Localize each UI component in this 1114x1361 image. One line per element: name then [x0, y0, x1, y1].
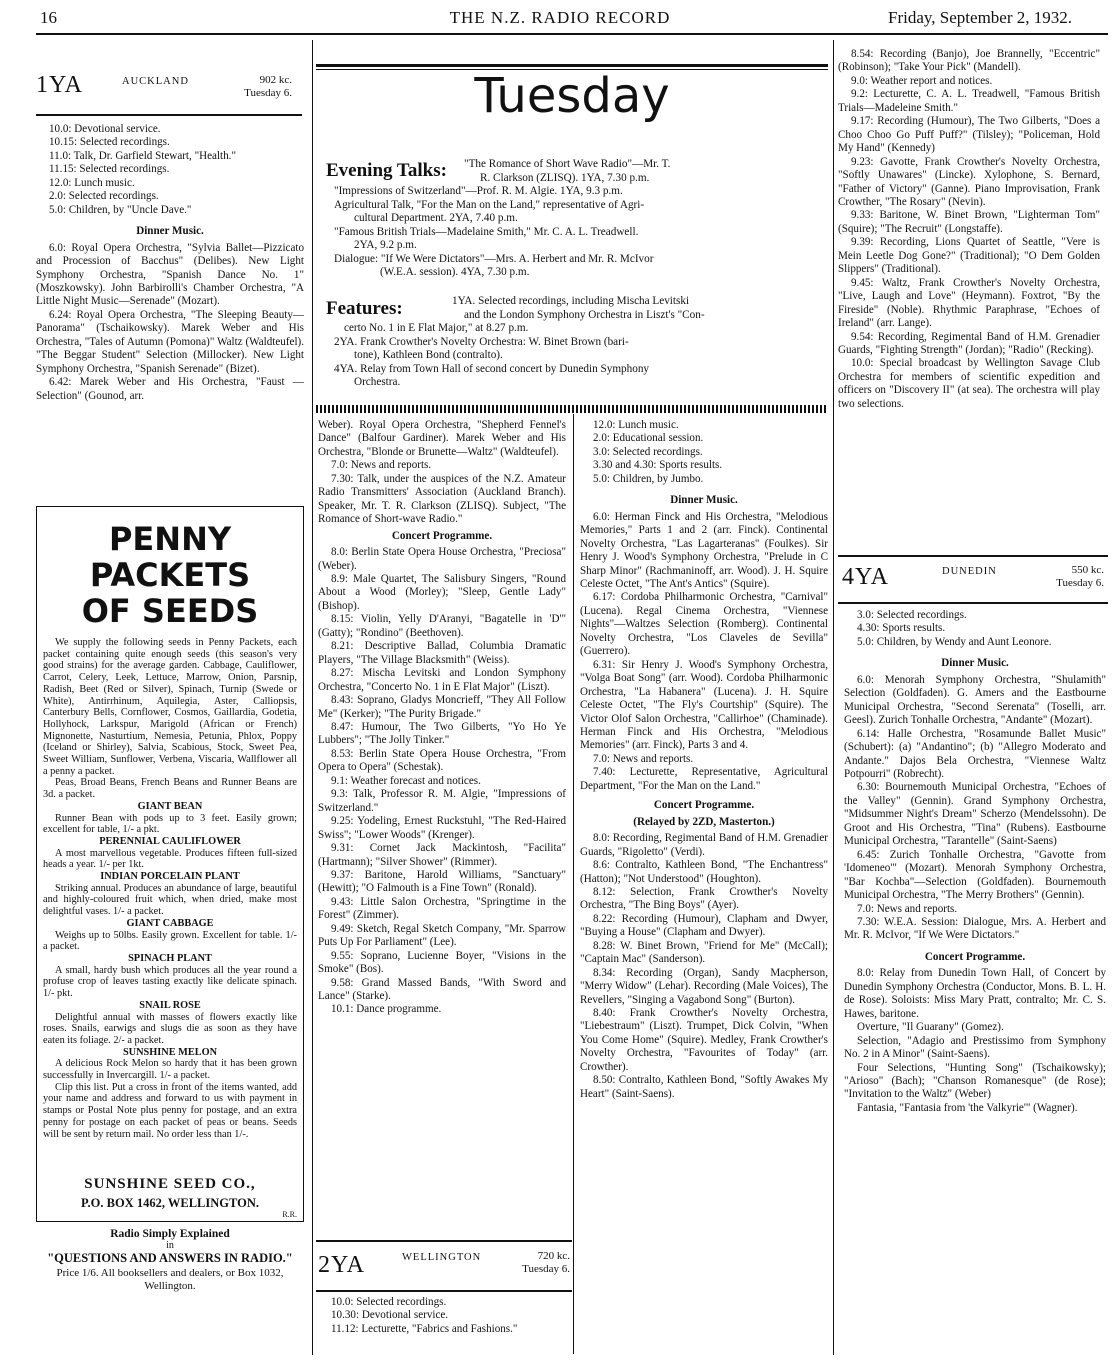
ad-headline: PENNY PACKETS — [89, 520, 251, 594]
divider — [838, 602, 1108, 604]
programme-item: 8.0: Berlin State Opera House Orchestra, "Preciosa" (Weber). — [318, 546, 566, 572]
programme-item: 8.6: Contralto, Kathleen Bond, "The Enchantress" (Hatton); "Not Understood" (Houghton). — [580, 859, 828, 885]
station-city: WELLINGTON — [402, 1252, 482, 1263]
ad-company: SUNSHINE SEED CO., — [84, 1176, 256, 1192]
programme-item: 2.0: Selected recordings. — [49, 190, 159, 203]
book-ad-line: Radio Simply Explained — [110, 1228, 230, 1240]
programme-item: Four Selections, "Hunting Song" (Tschaikowsky); "Arioso" (Bach); "Chanson Romanesque" (de Rose); "Invitation to the Waltz" (Weber) — [844, 1061, 1106, 1101]
programme-item: 6.45: Zurich Tonhalle Orchestra, "Gavotte from 'Idomeneo'" (Mozart). Menorah Symphony Orchestra, "Bar Kochba"—Selection (Goldfaden). Bournemouth Municipal Orchestra, "The Merry Brothers" (Gennin). — [844, 848, 1106, 902]
programme-item: 9.0: Weather report and notices. — [851, 74, 993, 87]
programme-item: 6.0: Herman Finck and His Orchestra, "Melodious Memories," Parts 1 and 2 (arr. Finck). Continental Novelty Orchestra, "Las Lagarteranas" (Foulkes). Sir Henry J. Wood's Symphony Orchestra, "Prelude in C Sharp Minor" (Rachmaninoff, arr. Wood). J. H. Squire Celeste Octet, "The Ant's Antics" (Squire). — [580, 510, 828, 590]
programme-item: 9.54: Recording, Regimental Band of H.M. Grenadier Guards, "Fighting Strength" (Jordan); "Radio" (Recking). — [838, 330, 1100, 356]
programme-item: 9.3: Talk, Professor R. M. Algie, "Impressions of Switzerland." — [318, 788, 566, 814]
divider — [36, 114, 302, 116]
book-ad-line: in — [166, 1240, 174, 1251]
day-headline: Tuesday — [474, 68, 670, 124]
broadcast-day: Tuesday 6. — [244, 87, 292, 99]
programme-item: 7.30: W.E.A. Session: Dialogue, Mrs. A. Herbert and Mr. R. McIvor, "If We Were Dictators." — [844, 915, 1106, 942]
programme-item: Fantasia, "Fantasia from 'the Valkyrie'" (Wagner). — [857, 1101, 1078, 1114]
feature-line: Orchestra. — [354, 376, 401, 388]
station-frequency — [522, 1250, 570, 1276]
station-city: AUCKLAND — [122, 76, 189, 87]
ad-body — [37, 629, 303, 1140]
programme-item: 8.43: Soprano, Gladys Moncrieff, "They All Follow Me" (Kerker); "The Purity Brigade." — [318, 694, 566, 720]
programme-item: 8.9: Male Quartet, The Salisbury Singers, "Round About a Wood (Morley); "Sleep, Gentle Lady" (Bishop). — [318, 572, 566, 612]
talk-line: (W.E.A. session). 4YA, 7.30 p.m. — [380, 266, 530, 278]
programme-item: 8.15: Violin, Yelly D'Aranyi, "Bagatelle in 'D'" (Gatty); "Rondino" (Beethoven). — [318, 613, 566, 639]
programme-item: 9.17: Recording (Humour), The Two Gilberts, "Does a Choo Choo Go Puff Puff?" (Tilsley); "Policeman, Hold My Hand" (Kennedy) — [838, 115, 1100, 155]
ad-initials: R.R. — [282, 1210, 297, 1219]
masthead: THE N.Z. RADIO RECORD — [449, 8, 671, 27]
ad-intro: We supply the following seeds in Penny Packets, each packet containing quite enough seeds (this season's very good strains) for the average garden. Cabbage, Cauliflower, Carrot, Celery, Leek, Lettuce, Marrow, Onion, Parsnip, Radish, Beet (Red or Silver), Spinach, Turnip (Swede or White), Antirrhinum, Aquilegia, Aster, Calliopsis, Canterbury Bells, Cornflower, Cosmos, Gaillardia, Godetia, Hollyhock, Larkspur, Marigold (African or French) Mignonette, Nasturtium, Nemesia, Petunia, Phlox, Poppy (Iceland or Shirley), Salvia, Scabious, Stock, Sweet Pea, Sweet William, Sunflower, Verbena, Viscaria, Wallflower all a penny a packet. — [43, 637, 297, 777]
programme-2ya-continued — [580, 419, 828, 1101]
programme-item: 5.0: Children, by "Uncle Dave." — [49, 203, 192, 216]
item-name: INDIAN PORCELAIN PLANT — [100, 871, 240, 883]
programme-item: 8.28: W. Binet Brown, "Friend for Me" (McCall); "Captain Mac" (Sanderson). — [580, 939, 828, 966]
programme-item: 12.0: Lunch music. — [593, 419, 679, 431]
programme-item: 10.30: Devotional service. — [331, 1309, 449, 1322]
book-ad-price: Price 1/6. All booksellers and dealers, or Box 1032, Wellington. — [56, 1267, 284, 1292]
programme-item: 8.0: Recording, Regimental Band of H.M. Grenadier Guards, "Rigoletto" (Verdi). — [580, 832, 828, 858]
programme-item: 6.14: Halle Orchestra, "Rosamunde Ballet Music" (Schubert): (a) "Andantino"; (b) "Allegro Moderato and Andante." Dajos Bela Orchestra, "Viennese Waltz Potpourri" (Robrecht). — [844, 727, 1106, 780]
programme-item: 4.30: Sports results. — [857, 622, 946, 635]
ad-headline-2: OF SEEDS — [81, 592, 259, 630]
frequency: 902 kc. — [259, 74, 292, 86]
section-heading: Concert Programme. — [653, 799, 755, 812]
ad-address: P.O. BOX 1462, WELLINGTON. — [81, 1196, 259, 1210]
issue-date: Friday, September 2, 1932. — [888, 8, 1072, 27]
item-name: PERENNIAL CAULIFLOWER — [99, 835, 241, 847]
programme-item: 6.42: Marek Weber and His Orchestra, "Faust — Selection" (Gounod, arr. — [36, 376, 304, 402]
station-city: DUNEDIN — [942, 566, 997, 577]
divider — [316, 1240, 572, 1242]
book-ad-title: "QUESTIONS AND ANSWERS IN RADIO." — [47, 1251, 293, 1265]
programme-item: 12.0: Lunch music. — [49, 176, 135, 189]
broadcast-day: Tuesday 6. — [1056, 577, 1104, 589]
programme-item: 8.22: Recording (Humour), Clapham and Dwyer, "Buying a House" (Clapham and Dwyer). — [580, 912, 828, 939]
item-desc: A small, hardy bush which produces all the year round a profuse crop of leaves tasting exactly like delicate spinach. 1/- pkt. — [43, 964, 297, 1000]
station-header-1ya — [36, 66, 296, 118]
programme-item: 9.37: Baritone, Harold Williams, "Sanctuary" (Hewitt); "O Falmouth is a Fine Town" (Ronald). — [318, 868, 566, 895]
talk-line: "Famous British Trials—Madelaine Smith," Mr. C. A. L. Treadwell. — [334, 225, 639, 238]
evening-talks-label: Evening Talks: — [326, 160, 447, 181]
programme-item: 11.12: Lecturette, "Fabrics and Fashions." — [331, 1322, 518, 1335]
frequency: 720 kc. — [537, 1250, 570, 1262]
station-call: 4YA — [842, 564, 890, 590]
item-desc: Delightful annual with masses of flowers exactly like roses. Snails, earwigs and slugs die as soon as they have eaten its foliage. 2/- a packet. — [43, 1011, 297, 1046]
page-number: 16 — [40, 8, 57, 27]
programme-1ya-continued — [318, 419, 566, 1017]
item-name: GIANT BEAN — [137, 800, 203, 812]
programme-item: 9.1: Weather forecast and notices. — [331, 774, 481, 787]
programme-item: 5.0: Children, by Wendy and Aunt Leonore. — [857, 635, 1052, 648]
programme-item: 11.15: Selected recordings. — [49, 163, 170, 176]
programme-item: 8.40: Frank Crowther's Novelty Orchestra, "Liebestraum" (Liszt). Trumpet, Dick Colvin, "When You Come Home" (Squire). Medley, Frank Crowther's Novelty Orchestra, "Favourites of Today" (arr. Crowther). — [580, 1007, 828, 1073]
programme-4ya — [844, 609, 1106, 1115]
talk-line: Dialogue: "If We Were Dictators"—Mrs. A. Herbert and Mr. R. McIvor — [334, 252, 654, 265]
station-frequency — [244, 74, 292, 100]
programme-1ya — [36, 123, 304, 403]
programme-item: 2.0: Educational session. — [593, 432, 704, 445]
programme-item: 8.54: Recording (Banjo), Joe Brannelly, "Eccentric" (Robinson); "Take Your Pick" (Mandell). — [838, 48, 1100, 74]
programme-item: 6.30: Bournemouth Municipal Orchestra, "Echoes of the Valley" (Gennin). Grand Symphony Orchestra, "Midsummer Night's Dream" Scherzo (Mendelssohn). De Groot and His Orchestra, "Tina" (Rubens). Eastbourne Municipal Orchestra, "Tarantelle" (Saint-Saens) — [844, 781, 1106, 848]
column-rule — [573, 414, 574, 1354]
evening-talks — [334, 158, 818, 280]
talk-line: 2YA, 9.2 p.m. — [354, 239, 417, 251]
item-name: SUNSHINE MELON — [122, 1046, 218, 1058]
station-call: 2YA — [318, 1252, 366, 1278]
station-frequency — [1056, 564, 1104, 590]
programme-item: 9.31: Cornet Jack Mackintosh, "Facilita" (Hartmann); "Silver Shower" (Rimmer). — [318, 842, 566, 868]
divider — [316, 1290, 572, 1292]
section-heading: Dinner Music. — [136, 225, 204, 238]
talk-line: "The Romance of Short Wave Radio"—Mr. T. — [464, 158, 671, 170]
features — [334, 295, 818, 390]
programme-item: 9.33: Baritone, W. Binet Brown, "Lighterman Tom" (Squire); "The Recruit" (Longstaffe). — [838, 209, 1100, 235]
feature-line: certo No. 1 in E Flat Major," at 8.27 p.m. — [344, 322, 529, 334]
item-name: GIANT CABBAGE — [126, 917, 214, 929]
programme-item: 10.0: Selected recordings. — [331, 1296, 447, 1308]
programme-item: 3.0: Selected recordings. — [857, 609, 967, 621]
section-heading: Dinner Music. — [670, 494, 738, 507]
programme-item: 9.55: Soprano, Lucienne Boyer, "Visions in the Smoke" (Bos). — [318, 949, 566, 976]
book-advertisement — [36, 1228, 304, 1293]
programme-item: 3.30 and 4.30: Sports results. — [593, 459, 723, 472]
masthead-rule — [36, 33, 1108, 35]
feature-line: 2YA. Frank Crowther's Novelty Orchestra: W. Binet Brown (bari- — [334, 335, 629, 348]
programme-item: 3.0: Selected recordings. — [593, 445, 703, 458]
programme-item: 7.0: News and reports. — [593, 752, 694, 765]
column-rule — [312, 40, 313, 1355]
programme-2ya — [318, 1296, 566, 1336]
programme-item: 9.43: Little Salon Orchestra, "Springtime in the Forest" (Zimmer). — [318, 895, 566, 922]
talk-line: cultural Department. 2YA, 7.40 p.m. — [354, 212, 518, 224]
feature-line: tone), Kathleen Bond (contralto). — [354, 349, 503, 361]
programme-item: 9.23: Gavotte, Frank Crowther's Novelty Orchestra, "Softly Unawares" (Lincke). Xylophone, S. Bernard, "Father of Victory" (Ganne). Piano Improvisation, Frank Crowther, "The Rosary" (Nevin). — [838, 155, 1100, 208]
programme-item: 9.49: Sketch, Regal Sketch Company, "Mr. Sparrow Puts Up For Parliament" (Lee). — [318, 922, 566, 949]
programme-item: 7.40: Lecturette, Representative, Agricultural Department, "For the Man on the Land." — [580, 766, 828, 792]
programme-item: Selection, "Adagio and Prestissimo from Symphony No. 2 in A Minor" (Saint-Saens). — [844, 1034, 1106, 1061]
programme-item: 10.1: Dance programme. — [331, 1003, 442, 1016]
programme-item: 9.45: Waltz, Frank Crowther's Novelty Orchestra, "Live, Laugh and Love" (Heymann). Foxtrot, "By the Fireside" (Noble). Rhythmic Paraphrase, "Echoes of Ireland" (arr. Lange). — [838, 276, 1100, 330]
ad-clip-instructions: Clip this list. Put a cross in front of the items wanted, add your name and address and forward to us with payment in stamps or Postal Note plus penny for postage, and an extra penny for postage on each packet of peas or beans. Seeds will be sent by return mail. No order less than 1/-. — [43, 1081, 297, 1140]
item-name: SNAIL ROSE — [139, 999, 201, 1011]
programme-item: 7.0: News and reports. — [331, 459, 432, 472]
programme-item: 9.39: Recording, Lions Quartet of Seattle, "Vere is Mein Leetle Dog Gone?" (Traditional); "O Dem Golden Slippers" (Traditional). — [838, 236, 1100, 276]
programme-item: 7.0: News and reports. — [857, 902, 958, 915]
talk-line: Agricultural Talk, "For the Man on the Land," representative of Agri- — [334, 198, 645, 211]
feature-bottom-rule — [316, 405, 828, 413]
programme-item: 6.0: Royal Opera Orchestra, "Sylvia Ballet—Pizzicato and Procession of Bacchus" (Delibes). New Light Symphony Orchestra, "Spanish Dance No. 1" (Moszkowsky). John Barbirolli's Chamber Orchestra, "A Little Night Music—Serenade" (Mozart). — [36, 241, 304, 308]
section-heading: Concert Programme. — [391, 529, 493, 542]
programme-2ya-late — [838, 48, 1100, 411]
programme-item: 9.58: Grand Massed Bands, "With Sword and Lance" (Starke). — [318, 976, 566, 1003]
programme-item: 8.34: Recording (Organ), Sandy Macpherson, "Merry Widow" (Lehar). Recording (Male Voices), The Revellers, "Singing a Vagabond Song" (Burton). — [580, 966, 828, 1006]
programme-item: 6.0: Menorah Symphony Orchestra, "Shulamith" Selection (Goldfaden). G. Amers and the Eastbourne Municipal Orchestra, "Second Serenata" (Toselli, arr. Geesl). Zurich Tonhalle Orchestra, "Andante" (Mozart). — [844, 673, 1106, 727]
programme-item: Overture, "Il Guarany" (Gomez). — [857, 1021, 1004, 1034]
programme-item: 10.15: Selected recordings. — [49, 136, 170, 149]
section-heading: Concert Programme. — [924, 950, 1026, 963]
programme-item: 10.0: Devotional service. — [49, 123, 161, 135]
divider — [838, 555, 1108, 557]
feature-line: 4YA. Relay from Town Hall of second concert by Dunedin Symphony — [334, 362, 650, 375]
programme-item: 8.21: Descriptive Ballad, Columbia Dramatic Players, "The Village Blacksmith" (Weiss). — [318, 640, 566, 666]
features-label: Features: — [326, 298, 403, 319]
programme-item: 6.17: Cordoba Philharmonic Orchestra, "Carnival" (Lucena). Regal Cinema Orchestra, "Viennese Nights"—Waltzes Selection (Romberg). Continental Novelty Orchestra, "Los Claveles de Sevilla" (Guerrero). — [580, 591, 828, 658]
programme-item: 8.27: Mischa Levitski and London Symphony Orchestra, "Concerto No. 1 in E Flat Major" (Liszt). — [318, 667, 566, 693]
programme-item: 7.30: Talk, under the auspices of the N.Z. Amateur Radio Transmitters' Association (Auckland Branch). Speaker, Mr. T. R. Clarkson (ZLISQ). Subject, "The Romance of Short-wave Radio." — [318, 472, 566, 526]
programme-item: 8.50: Contralto, Kathleen Bond, "Softly Awakes My Heart" (Saint-Saens). — [580, 1074, 828, 1100]
column-rule — [833, 40, 834, 1355]
programme-item: 8.53: Berlin State Opera House Orchestra, "From Opera to Opera" (Schestak). — [318, 747, 566, 774]
programme-item: 8.12: Selection, Frank Crowther's Novelty Orchestra, "The Bing Boys" (Ayer). — [580, 885, 828, 912]
programme-item: 9.2: Lecturette, C. A. L. Treadwell, "Famous British Trials—Madeleine Smith." — [838, 88, 1100, 114]
programme-item: 8.47: Humour, The Two Gilberts, "Yo Ho Ye Lubbers"; "The Jolly Tinker." — [318, 720, 566, 747]
relay-note: (Relayed by 2ZD, Masterton.) — [633, 815, 775, 828]
programme-item: Weber). Royal Opera Orchestra, "Shepherd Fennel's Dance" (Balfour Gardiner). Marek Weber and His Orchestra, "Blonde or Brunette—Waltz" (Waldteufel). — [318, 419, 566, 458]
station-call: 1YA — [36, 72, 84, 98]
broadcast-day: Tuesday 6. — [522, 1263, 570, 1275]
item-desc: A delicious Rock Melon so hardy that it has been grown successfully in Invercargill. 1/- a packet. — [43, 1058, 297, 1082]
programme-item: 9.25: Yodeling, Ernest Ruckstuhl, "The Red-Haired Swiss"; "Lower Woods" (Krenger). — [318, 815, 566, 841]
section-heading: Dinner Music. — [941, 657, 1009, 670]
item-desc: Runner Bean with pods up to 3 feet. Easily grown; excellent for table, 1/- a pkt. — [43, 812, 297, 836]
item-desc: Striking annual. Produces an abundance of large, beautiful and highly-coloured fruit which, when dried, make most delightful vases. 1/- a packet. — [43, 882, 297, 918]
programme-item: 6.31: Sir Henry J. Wood's Symphony Orchestra, "Volga Boat Song" (arr. Wood). Cordoba Philharmonic Orchestra, "La Habanera" (Lucena). J. H. Squire Celeste Octet, "The Fly's Courtship" (Squire). The Victor Olof Salon Orchestra, "Callirhoe" (Chaminade). Herman Finck and His Orchestra, "Melodious Memories" (arr. Finck), Parts 3 and 4. — [580, 658, 828, 752]
talk-line: R. Clarkson (ZLISQ). 1YA, 7.30 p.m. — [480, 171, 650, 184]
ad-beans: Peas, Broad Beans, French Beans and Runner Beans are 3d. a packet. — [43, 777, 297, 801]
programme-item: 5.0: Children, by Jumbo. — [593, 472, 704, 485]
item-name: SPINACH PLANT — [128, 952, 212, 964]
seed-advertisement — [36, 506, 304, 1222]
programme-item: 11.0: Talk, Dr. Garfield Stewart, "Health." — [49, 149, 236, 162]
frequency: 550 kc. — [1071, 564, 1104, 576]
item-desc: A most marvellous vegetable. Produces fifteen full-sized heads a year. 1/- per 1kt. — [43, 847, 297, 871]
station-header-4ya — [838, 560, 1108, 604]
feature-line: and the London Symphony Orchestra in Liszt's "Con- — [464, 308, 705, 321]
feature-line: 1YA. Selected recordings, including Mischa Levitski — [452, 295, 690, 307]
item-desc: Weighs up to 50lbs. Easily grown. Excellent for table. 1/- a packet. — [43, 929, 297, 953]
station-header-2ya — [316, 1246, 572, 1294]
programme-item: 6.24: Royal Opera Orchestra, "The Sleeping Beauty—Panorama" (Tschaikowsky). Marek Weber and His Orchestra, "Tales of Autumn (Pomona)" Waltz (Waldteufel). "The Beggar Student" Selection (Millocker). New Light Symphony Orchestra, "Spanish Serenade" (Bizet). — [36, 308, 304, 375]
programme-item: 8.0: Relay from Dunedin Town Hall, of Concert by Dunedin Symphony Orchestra (Conductor, Mons. B. L. H. de Rose). Soloists: Miss Mary Pratt, contralto; Mr. C. S. Hawes, baritone. — [844, 967, 1106, 1020]
programme-item: 10.0: Special broadcast by Wellington Savage Club Orchestra for members of scientific expedition and officers on "Discovery II" (at sea). The orchestra will play two selections. — [838, 357, 1100, 410]
talk-line: "Impressions of Switzerland"—Prof. R. M. Algie. 1YA, 9.3 p.m. — [334, 185, 623, 197]
